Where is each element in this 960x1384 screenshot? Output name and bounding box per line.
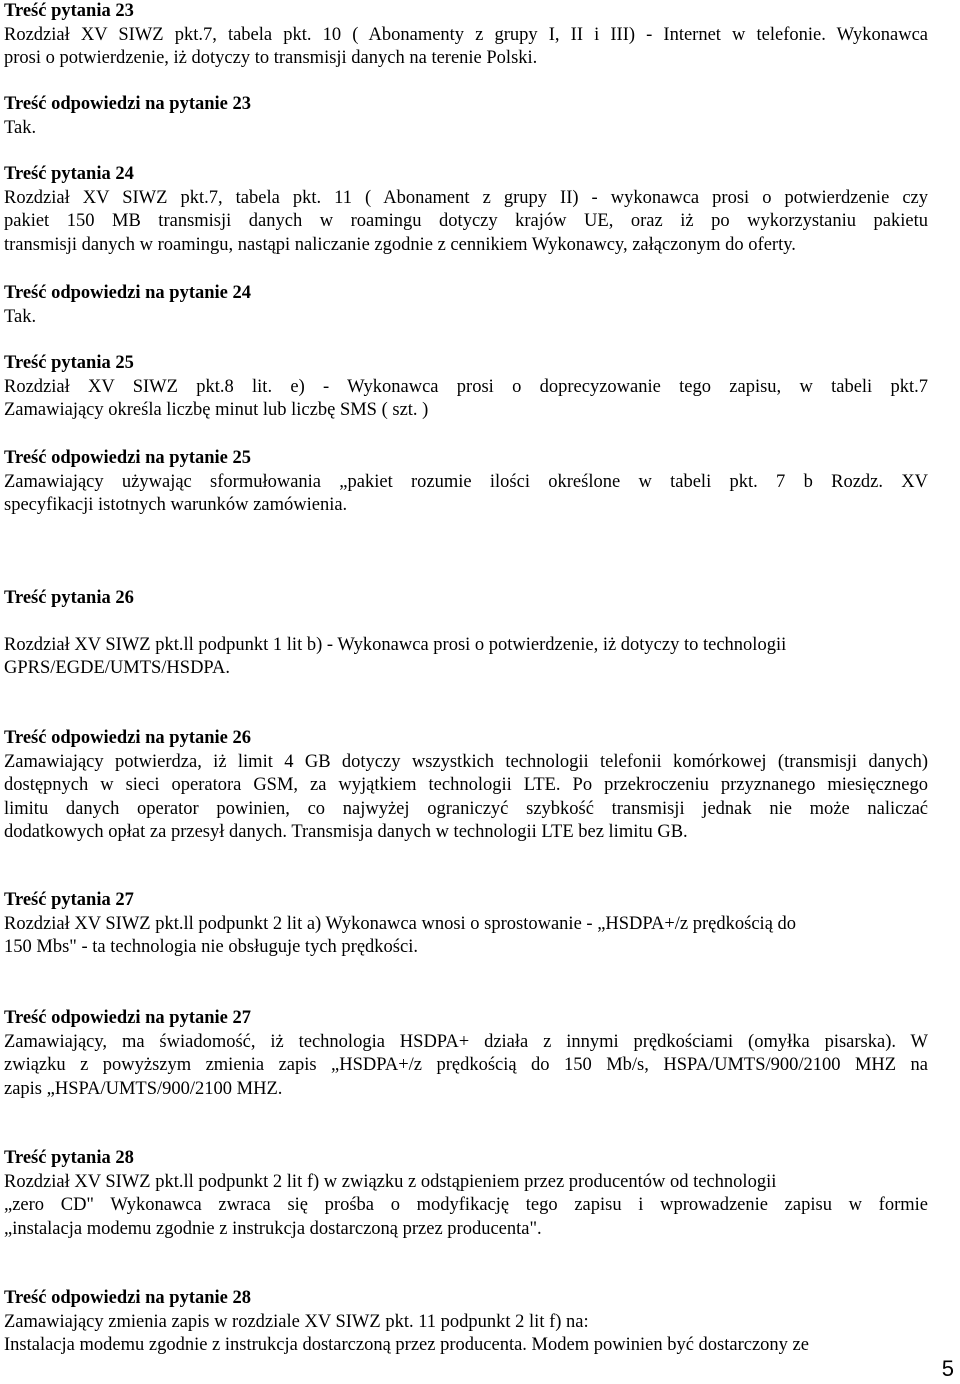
answer-heading: Treść odpowiedzi na pytanie 26 xyxy=(4,728,252,748)
question-23-section xyxy=(4,0,928,71)
question-heading: Treść pytania 23 xyxy=(4,1,134,21)
answer-text-line: Tak. xyxy=(4,306,37,327)
answer-23-section xyxy=(4,93,928,140)
question-text-line: prosi o potwierdzenie, iż dotyczy to transmisji danych na terenie Polski. xyxy=(4,48,538,68)
question-heading: Treść pytania 28 xyxy=(4,1148,134,1168)
question-text-line: 150 Mbs" - ta technologia nie obsługuje tych prędkości. xyxy=(4,937,418,957)
answer-text-line: limitu danych operator powinien, co najwyżej ograniczyć szybkość transmisji jednak nie może naliczać xyxy=(4,798,928,819)
answer-text-line: Zamawiający używając sformułowania „pakiet rozumie ilości określone w tabeli pkt. 7 b Rozdz. XV xyxy=(4,471,928,492)
question-27-section xyxy=(4,889,928,960)
question-text-line: Rozdział XV SIWZ pkt.8 lit. e) - Wykonawca prosi o doprecyzowanie tego zapisu, w tabeli pkt.7 xyxy=(4,376,928,397)
answer-heading: Treść odpowiedzi na pytanie 24 xyxy=(4,283,252,303)
question-heading: Treść pytania 27 xyxy=(4,890,134,910)
answer-heading: Treść odpowiedzi na pytanie 27 xyxy=(4,1008,252,1028)
question-text-line: „zero CD" Wykonawca zwraca się prośba o modyfikację tego zapisu i wprowadzenie zapisu w formie xyxy=(4,1195,928,1215)
answer-text-line: związku z powyższym zmienia zapis „HSDPA+/z prędkością do 150 Mb/s, HSPA/UMTS/900/2100 MHZ na xyxy=(4,1055,928,1075)
answer-text-line: zapis „HSPA/UMTS/900/2100 MHZ. xyxy=(4,1078,283,1099)
question-heading: Treść pytania 24 xyxy=(4,164,134,184)
question-text-line: Rozdział XV SIWZ pkt.ll podpunkt 2 lit a) Wykonawca wnosi o sprostowanie - „HSDPA+/z prędkością do xyxy=(4,913,797,934)
answer-text-line: Zamawiający potwierdza, iż limit 4 GB dotyczy wszystkich technologii telefonii komórkowej (transmisji danych) xyxy=(4,751,928,772)
answer-26-section xyxy=(4,727,928,845)
answer-text-line: Zamawiający, ma świadomość, iż technologia HSDPA+ działa z innymi prędkościami (omyłka pisarska). W xyxy=(4,1031,928,1052)
question-text-line: Rozdział XV SIWZ pkt.ll podpunkt 2 lit f) w związku z odstąpieniem przez producentów od technologii xyxy=(4,1171,777,1192)
answer-text-line: Tak. xyxy=(4,117,37,138)
answer-24-section xyxy=(4,282,928,329)
answer-heading: Treść odpowiedzi na pytanie 23 xyxy=(4,94,252,114)
page-number: 5 xyxy=(941,1356,954,1381)
question-heading: Treść pytania 25 xyxy=(4,353,134,373)
question-28-section xyxy=(4,1147,928,1241)
answer-25-section xyxy=(4,447,928,518)
answer-heading: Treść odpowiedzi na pytanie 25 xyxy=(4,448,252,468)
question-text-line: Rozdział XV SIWZ pkt.ll podpunkt 1 lit b) - Wykonawca prosi o potwierdzenie, iż dotyczy to technologii xyxy=(4,634,787,655)
answer-text-line: Instalacja modemu zgodnie z instrukcja dostarczoną przez producenta. Modem powinien być dostarczony ze xyxy=(4,1335,809,1355)
question-24-section xyxy=(4,163,928,257)
answer-text-line: dodatkowych opłat za przesył danych. Transmisja danych w technologii LTE bez limitu GB. xyxy=(4,822,688,842)
answer-heading: Treść odpowiedzi na pytanie 28 xyxy=(4,1288,252,1308)
question-heading: Treść pytania 26 xyxy=(4,588,134,608)
answer-text-line: dostępnych w sieci operatora GSM, za wyjątkiem technologii LTE. Po przekroczeniu przyznanego miesięcznego xyxy=(4,775,928,795)
answer-text-line: Zamawiający zmienia zapis w rozdziale XV SIWZ pkt. 11 podpunkt 2 lit f) na: xyxy=(4,1311,589,1332)
question-text-line: Zamawiający określa liczbę minut lub liczbę SMS ( szt. ) xyxy=(4,400,429,420)
question-25-section xyxy=(4,352,928,423)
question-text-line: Rozdział XV SIWZ pkt.7, tabela pkt. 10 ( Abonamenty z grupy I, II i III) - Internet w telefonie. Wykonawca xyxy=(4,24,928,45)
question-text-line: pakiet 150 MB transmisji danych w roamingu dotyczy krajów UE, oraz iż po wykorzystaniu pakietu xyxy=(4,211,928,231)
question-26-section xyxy=(4,587,928,681)
answer-28-section xyxy=(4,1287,928,1358)
answer-27-section xyxy=(4,1007,928,1101)
question-text-line: Rozdział XV SIWZ pkt.7, tabela pkt. 11 ( Abonament z grupy II) - wykonawca prosi o potwierdzenie czy xyxy=(4,187,928,208)
question-text-line: GPRS/EGDE/UMTS/HSDPA. xyxy=(4,658,231,678)
question-text-line: transmisji danych w roamingu, nastąpi naliczanie zgodnie z cennikiem Wykonawcy, załączonym do oferty. xyxy=(4,234,796,255)
question-text-line: „instalacja modemu zgodnie z instrukcja dostarczoną przez producenta". xyxy=(4,1218,542,1239)
answer-text-line: specyfikacji istotnych warunków zamówienia. xyxy=(4,495,348,515)
